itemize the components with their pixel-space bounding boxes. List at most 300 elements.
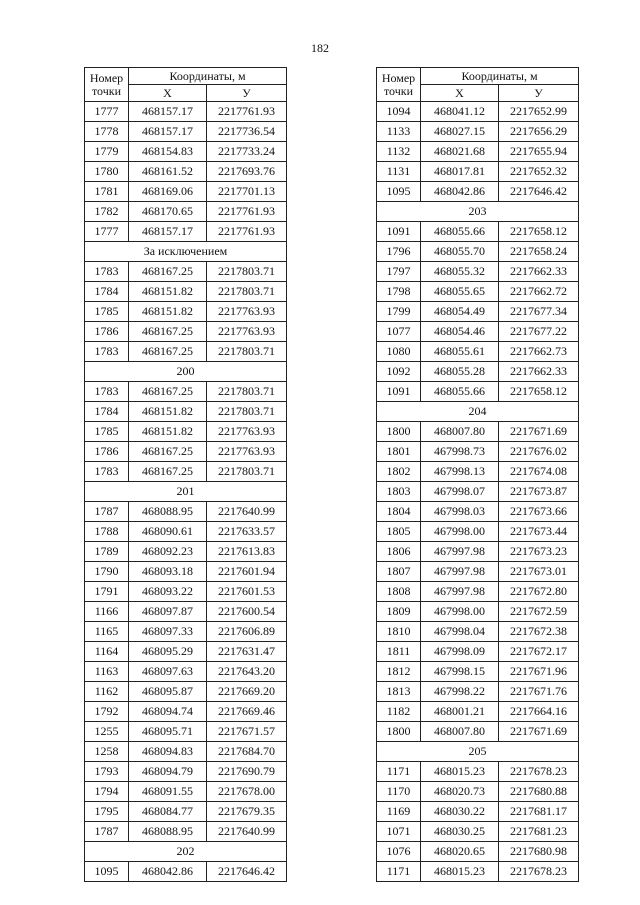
y-coordinate-cell: 2217662.73: [499, 342, 579, 362]
table-row: [377, 102, 579, 122]
y-coordinate-cell: 2217672.17: [499, 642, 579, 662]
point-number-cell: 1786: [85, 322, 129, 342]
table-row: [85, 142, 287, 162]
y-coordinate-cell: 2217803.71: [207, 262, 287, 282]
x-coordinate-cell: 468157.17: [129, 122, 207, 142]
point-number-cell: 1784: [85, 282, 129, 302]
x-coordinate-cell: 468095.87: [129, 682, 207, 702]
table-row: [377, 682, 579, 702]
y-coordinate-cell: 2217677.34: [499, 302, 579, 322]
y-coordinate-cell: 2217662.72: [499, 282, 579, 302]
table-row: [377, 342, 579, 362]
x-coordinate-cell: 468151.82: [129, 402, 207, 422]
section-row: [377, 202, 579, 222]
point-number-cell: 1164: [85, 642, 129, 662]
x-coordinate-cell: 468092.23: [129, 542, 207, 562]
table-row: [85, 782, 287, 802]
table-row: [85, 682, 287, 702]
point-number-cell: 1791: [85, 582, 129, 602]
x-coordinate-cell: 468167.25: [129, 262, 207, 282]
x-coordinate-cell: 468093.22: [129, 582, 207, 602]
y-coordinate-cell: 2217673.23: [499, 542, 579, 562]
point-number-cell: 1804: [377, 502, 421, 522]
y-coordinate-cell: 2217656.29: [499, 122, 579, 142]
section-label: 202: [85, 842, 287, 862]
y-coordinate-cell: 2217646.42: [207, 862, 287, 882]
y-coordinate-cell: 2217803.71: [207, 342, 287, 362]
table-row: [377, 762, 579, 782]
x-coordinate-cell: 468042.86: [129, 862, 207, 882]
table-row: [85, 162, 287, 182]
x-coordinate-cell: 468088.95: [129, 822, 207, 842]
table-row: [377, 142, 579, 162]
x-coordinate-cell: 468094.74: [129, 702, 207, 722]
y-coordinate-cell: 2217662.33: [499, 262, 579, 282]
y-coordinate-cell: 2217673.01: [499, 562, 579, 582]
table-row: [85, 562, 287, 582]
table-row: [85, 442, 287, 462]
table-row: [377, 702, 579, 722]
y-coordinate-cell: 2217674.08: [499, 462, 579, 482]
x-coordinate-cell: 468151.82: [129, 282, 207, 302]
table-row: [85, 662, 287, 682]
x-coordinate-cell: 467998.07: [421, 482, 499, 502]
x-coordinate-cell: 468001.21: [421, 702, 499, 722]
point-number-cell: 1793: [85, 762, 129, 782]
point-number-cell: 1071: [377, 822, 421, 842]
y-coordinate-cell: 2217669.20: [207, 682, 287, 702]
table-row: [85, 762, 287, 782]
y-coordinate-cell: 2217671.57: [207, 722, 287, 742]
point-number-cell: 1778: [85, 122, 129, 142]
point-number-cell: 1787: [85, 502, 129, 522]
y-coordinate-cell: 2217803.71: [207, 462, 287, 482]
point-number-cell: 1182: [377, 702, 421, 722]
x-coordinate-cell: 468055.65: [421, 282, 499, 302]
x-coordinate-cell: 468021.68: [421, 142, 499, 162]
table-row: [377, 642, 579, 662]
x-coordinate-cell: 468017.81: [421, 162, 499, 182]
y-coordinate-cell: 2217662.33: [499, 362, 579, 382]
table-row: [377, 522, 579, 542]
x-coordinate-cell: 468015.23: [421, 862, 499, 882]
x-coordinate-cell: 468030.25: [421, 822, 499, 842]
y-coordinate-cell: 2217680.88: [499, 782, 579, 802]
table-row: [85, 722, 287, 742]
section-row: [377, 742, 579, 762]
point-number-header: [85, 68, 129, 102]
y-coordinate-cell: 2217673.44: [499, 522, 579, 542]
x-coordinate-cell: 468055.66: [421, 382, 499, 402]
section-row: [85, 242, 287, 262]
table-row: [377, 862, 579, 882]
point-number-cell: 1785: [85, 422, 129, 442]
table-row: [377, 262, 579, 282]
x-coordinate-cell: 468154.83: [129, 142, 207, 162]
x-coordinate-cell: 468167.25: [129, 342, 207, 362]
point-number-cell: 1777: [85, 222, 129, 242]
x-coordinate-cell: 468170.65: [129, 202, 207, 222]
x-coordinate-cell: 468015.23: [421, 762, 499, 782]
point-number-cell: 1783: [85, 382, 129, 402]
y-header: У: [499, 85, 579, 102]
point-number-cell: 1808: [377, 582, 421, 602]
coordinates-table-right: [376, 67, 579, 882]
x-coordinate-cell: 468055.66: [421, 222, 499, 242]
x-coordinate-cell: 467998.04: [421, 622, 499, 642]
point-number-cell: 1783: [85, 262, 129, 282]
section-row: [85, 482, 287, 502]
x-coordinate-cell: 468095.29: [129, 642, 207, 662]
y-coordinate-cell: 2217655.94: [499, 142, 579, 162]
y-coordinate-cell: 2217763.93: [207, 322, 287, 342]
point-number-cell: 1784: [85, 402, 129, 422]
point-number-cell: 1786: [85, 442, 129, 462]
page-number: 182: [311, 41, 329, 55]
table-row: [85, 322, 287, 342]
point-number-cell: 1787: [85, 822, 129, 842]
point-number-cell: 1132: [377, 142, 421, 162]
table-row: [85, 302, 287, 322]
point-number-cell: 1163: [85, 662, 129, 682]
x-coordinate-cell: 467998.15: [421, 662, 499, 682]
y-coordinate-cell: 2217633.57: [207, 522, 287, 542]
table-row: [85, 122, 287, 142]
table-row: [377, 182, 579, 202]
section-label: 200: [85, 362, 287, 382]
table-row: [377, 802, 579, 822]
point-number-cell: 1797: [377, 262, 421, 282]
x-coordinate-cell: 468007.80: [421, 422, 499, 442]
y-header: У: [207, 85, 287, 102]
table-row: [377, 382, 579, 402]
coordinates-table-left: [84, 67, 287, 882]
point-number-cell: 1131: [377, 162, 421, 182]
point-number-cell: 1807: [377, 562, 421, 582]
point-number-cell: 1166: [85, 602, 129, 622]
table-row: [377, 842, 579, 862]
table-row: [85, 102, 287, 122]
point-number-cell: 1133: [377, 122, 421, 142]
section-row: [85, 362, 287, 382]
y-coordinate-cell: 2217669.46: [207, 702, 287, 722]
point-number-cell: 1780: [85, 162, 129, 182]
y-coordinate-cell: 2217652.32: [499, 162, 579, 182]
x-coordinate-cell: 468042.86: [421, 182, 499, 202]
x-coordinate-cell: 468167.25: [129, 322, 207, 342]
y-coordinate-cell: 2217646.42: [499, 182, 579, 202]
table-row: [377, 782, 579, 802]
table-row: [85, 262, 287, 282]
point-number-cell: 1811: [377, 642, 421, 662]
table-row: [85, 822, 287, 842]
point-number-cell: 1801: [377, 442, 421, 462]
point-number-cell: 1813: [377, 682, 421, 702]
x-coordinate-cell: 467998.00: [421, 522, 499, 542]
table-row: [85, 402, 287, 422]
x-coordinate-cell: 468169.06: [129, 182, 207, 202]
x-coordinate-cell: 468090.61: [129, 522, 207, 542]
x-coordinate-cell: 468020.73: [421, 782, 499, 802]
y-coordinate-cell: 2217673.66: [499, 502, 579, 522]
table-row: [85, 582, 287, 602]
y-coordinate-cell: 2217672.80: [499, 582, 579, 602]
table-row: [377, 362, 579, 382]
y-coordinate-cell: 2217803.71: [207, 382, 287, 402]
table-row: [85, 602, 287, 622]
x-coordinate-cell: 468054.46: [421, 322, 499, 342]
y-coordinate-cell: 2217652.99: [499, 102, 579, 122]
point-number-cell: 1798: [377, 282, 421, 302]
y-coordinate-cell: 2217643.20: [207, 662, 287, 682]
point-number-cell: 1171: [377, 862, 421, 882]
table-row: [85, 862, 287, 882]
point-number-cell: 1255: [85, 722, 129, 742]
point-number-cell: 1809: [377, 602, 421, 622]
y-coordinate-cell: 2217763.93: [207, 442, 287, 462]
y-coordinate-cell: 2217671.69: [499, 422, 579, 442]
table-row: [85, 622, 287, 642]
table-row: [377, 542, 579, 562]
table-row: [377, 822, 579, 842]
y-coordinate-cell: 2217680.98: [499, 842, 579, 862]
x-coordinate-cell: 468094.79: [129, 762, 207, 782]
table-row: [85, 422, 287, 442]
point-number-cell: 1077: [377, 322, 421, 342]
x-header: X: [421, 85, 499, 102]
y-coordinate-cell: 2217733.24: [207, 142, 287, 162]
point-number-cell: 1796: [377, 242, 421, 262]
point-number-cell: 1800: [377, 722, 421, 742]
point-number-cell: 1789: [85, 542, 129, 562]
table-row: [377, 622, 579, 642]
y-coordinate-cell: 2217640.99: [207, 822, 287, 842]
x-coordinate-cell: 468055.70: [421, 242, 499, 262]
x-coordinate-cell: 468091.55: [129, 782, 207, 802]
x-coordinate-cell: 468055.61: [421, 342, 499, 362]
y-coordinate-cell: 2217658.12: [499, 222, 579, 242]
point-number-cell: 1091: [377, 382, 421, 402]
y-coordinate-cell: 2217678.23: [499, 762, 579, 782]
x-coordinate-cell: 467998.13: [421, 462, 499, 482]
x-coordinate-cell: 467998.73: [421, 442, 499, 462]
point-number-cell: 1785: [85, 302, 129, 322]
table-row: [377, 502, 579, 522]
table-row: [85, 382, 287, 402]
y-coordinate-cell: 2217601.94: [207, 562, 287, 582]
section-label: 201: [85, 482, 287, 502]
point-number-cell: 1162: [85, 682, 129, 702]
point-number-cell: 1794: [85, 782, 129, 802]
point-number-cell: 1095: [377, 182, 421, 202]
x-coordinate-cell: 467997.98: [421, 562, 499, 582]
x-coordinate-cell: 468161.52: [129, 162, 207, 182]
table-row: [85, 222, 287, 242]
table-row: [377, 722, 579, 742]
coordinates-header: Координаты, м: [129, 68, 287, 85]
table-row: [85, 182, 287, 202]
y-coordinate-cell: 2217803.71: [207, 402, 287, 422]
table-row: [377, 162, 579, 182]
y-coordinate-cell: 2217672.59: [499, 602, 579, 622]
y-coordinate-cell: 2217600.54: [207, 602, 287, 622]
point-number-cell: 1779: [85, 142, 129, 162]
point-number-cell: 1170: [377, 782, 421, 802]
y-coordinate-cell: 2217681.23: [499, 822, 579, 842]
y-coordinate-cell: 2217693.76: [207, 162, 287, 182]
x-coordinate-cell: 468093.18: [129, 562, 207, 582]
table-row: [377, 422, 579, 442]
section-row: [85, 842, 287, 862]
point-number-cell: 1076: [377, 842, 421, 862]
x-coordinate-cell: 468055.32: [421, 262, 499, 282]
table-row: [85, 202, 287, 222]
point-number-cell: 1805: [377, 522, 421, 542]
section-label: 204: [377, 402, 579, 422]
x-coordinate-cell: 468088.95: [129, 502, 207, 522]
point-number-cell: 1080: [377, 342, 421, 362]
table-row: [377, 442, 579, 462]
point-number-cell: 1783: [85, 342, 129, 362]
x-coordinate-cell: 468157.17: [129, 102, 207, 122]
x-coordinate-cell: 468084.77: [129, 802, 207, 822]
table-row: [85, 502, 287, 522]
x-coordinate-cell: 468151.82: [129, 422, 207, 442]
point-number-cell: 1792: [85, 702, 129, 722]
y-coordinate-cell: 2217761.93: [207, 202, 287, 222]
point-number-header-line2: точки: [383, 83, 414, 98]
table-row: [85, 642, 287, 662]
y-coordinate-cell: 2217671.96: [499, 662, 579, 682]
point-number-cell: 1803: [377, 482, 421, 502]
x-coordinate-cell: 468167.25: [129, 462, 207, 482]
y-coordinate-cell: 2217673.87: [499, 482, 579, 502]
point-number-header-line1: Номер: [381, 70, 416, 85]
table-row: [85, 702, 287, 722]
y-coordinate-cell: 2217671.76: [499, 682, 579, 702]
y-coordinate-cell: 2217664.16: [499, 702, 579, 722]
table-row: [85, 342, 287, 362]
table-row: [85, 462, 287, 482]
point-number-cell: 1092: [377, 362, 421, 382]
x-coordinate-cell: 468027.15: [421, 122, 499, 142]
table-row: [85, 282, 287, 302]
y-coordinate-cell: 2217631.47: [207, 642, 287, 662]
point-number-cell: 1095: [85, 862, 129, 882]
y-coordinate-cell: 2217736.54: [207, 122, 287, 142]
point-number-cell: 1091: [377, 222, 421, 242]
x-coordinate-cell: 468097.63: [129, 662, 207, 682]
y-coordinate-cell: 2217606.89: [207, 622, 287, 642]
point-number-cell: 1171: [377, 762, 421, 782]
y-coordinate-cell: 2217684.70: [207, 742, 287, 762]
point-number-cell: 1781: [85, 182, 129, 202]
point-number-header: [377, 68, 421, 102]
section-row: [377, 402, 579, 422]
table-row: [85, 802, 287, 822]
x-coordinate-cell: 468041.12: [421, 102, 499, 122]
table-row: [377, 602, 579, 622]
y-coordinate-cell: 2217678.23: [499, 862, 579, 882]
point-number-cell: 1812: [377, 662, 421, 682]
point-number-cell: 1795: [85, 802, 129, 822]
x-coordinate-cell: 468167.25: [129, 382, 207, 402]
y-coordinate-cell: 2217761.93: [207, 222, 287, 242]
point-number-cell: 1258: [85, 742, 129, 762]
section-label: 203: [377, 202, 579, 222]
point-number-cell: 1788: [85, 522, 129, 542]
point-number-cell: 1802: [377, 462, 421, 482]
x-coordinate-cell: 468007.80: [421, 722, 499, 742]
y-coordinate-cell: 2217658.24: [499, 242, 579, 262]
point-number-cell: 1810: [377, 622, 421, 642]
x-coordinate-cell: 468097.87: [129, 602, 207, 622]
point-number-cell: 1782: [85, 202, 129, 222]
table-row: [377, 562, 579, 582]
x-coordinate-cell: 468095.71: [129, 722, 207, 742]
x-coordinate-cell: 467998.09: [421, 642, 499, 662]
y-coordinate-cell: 2217763.93: [207, 302, 287, 322]
x-coordinate-cell: 468094.83: [129, 742, 207, 762]
point-number-cell: 1169: [377, 802, 421, 822]
section-label: 205: [377, 742, 579, 762]
y-coordinate-cell: 2217679.35: [207, 802, 287, 822]
point-number-cell: 1165: [85, 622, 129, 642]
y-coordinate-cell: 2217761.93: [207, 102, 287, 122]
y-coordinate-cell: 2217671.69: [499, 722, 579, 742]
y-coordinate-cell: 2217701.13: [207, 182, 287, 202]
table-row: [377, 582, 579, 602]
table-row: [85, 542, 287, 562]
y-coordinate-cell: 2217640.99: [207, 502, 287, 522]
point-number-cell: 1799: [377, 302, 421, 322]
table-row: [377, 222, 579, 242]
x-coordinate-cell: 468151.82: [129, 302, 207, 322]
table-row: [85, 522, 287, 542]
x-header: X: [129, 85, 207, 102]
coordinates-header: Координаты, м: [421, 68, 579, 85]
y-coordinate-cell: 2217803.71: [207, 282, 287, 302]
y-coordinate-cell: 2217658.12: [499, 382, 579, 402]
point-number-cell: 1790: [85, 562, 129, 582]
point-number-cell: 1777: [85, 102, 129, 122]
x-coordinate-cell: 467998.00: [421, 602, 499, 622]
point-number-header-line2: точки: [91, 83, 122, 98]
table-row: [377, 122, 579, 142]
point-number-cell: 1800: [377, 422, 421, 442]
x-coordinate-cell: 467998.22: [421, 682, 499, 702]
x-coordinate-cell: 468167.25: [129, 442, 207, 462]
table-row: [85, 742, 287, 762]
x-coordinate-cell: 468157.17: [129, 222, 207, 242]
table-row: [377, 302, 579, 322]
y-coordinate-cell: 2217613.83: [207, 542, 287, 562]
y-coordinate-cell: 2217681.17: [499, 802, 579, 822]
table-row: [377, 242, 579, 262]
x-coordinate-cell: 468054.49: [421, 302, 499, 322]
x-coordinate-cell: 467998.03: [421, 502, 499, 522]
table-row: [377, 322, 579, 342]
point-number-cell: 1783: [85, 462, 129, 482]
table-row: [377, 462, 579, 482]
y-coordinate-cell: 2217672.38: [499, 622, 579, 642]
table-row: [377, 662, 579, 682]
x-coordinate-cell: 468055.28: [421, 362, 499, 382]
x-coordinate-cell: 468030.22: [421, 802, 499, 822]
section-label: За исключением: [85, 242, 287, 262]
y-coordinate-cell: 2217676.02: [499, 442, 579, 462]
x-coordinate-cell: 467997.98: [421, 542, 499, 562]
